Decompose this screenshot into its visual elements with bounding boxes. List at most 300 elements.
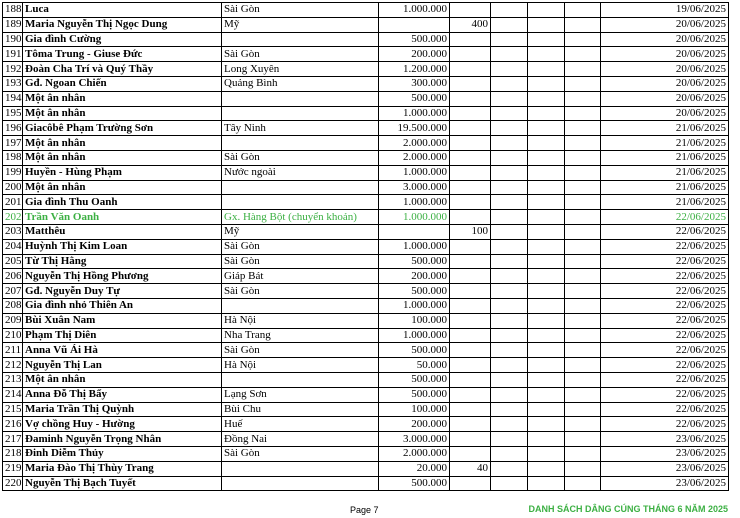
amount-vnd: 1.000.000: [379, 239, 450, 254]
empty-cell: [528, 461, 565, 476]
amount-usd: [450, 195, 491, 210]
donation-date: 21/06/2025: [601, 165, 729, 180]
empty-cell: [565, 461, 601, 476]
donation-date: 22/06/2025: [601, 372, 729, 387]
donor-place: Sài Gòn: [222, 284, 379, 299]
donation-date: 22/06/2025: [601, 313, 729, 328]
table-row: [3, 91, 729, 106]
empty-cell: [565, 358, 601, 373]
empty-cell: [565, 3, 601, 18]
donation-date: 21/06/2025: [601, 150, 729, 165]
empty-cell: [565, 224, 601, 239]
amount-usd: [450, 284, 491, 299]
row-number: 190: [3, 32, 23, 47]
row-number: 202: [3, 210, 23, 225]
donor-place: Đồng Nai: [222, 432, 379, 447]
empty-cell: [528, 417, 565, 432]
donor-name: Nguyễn Thị Lan: [23, 358, 222, 373]
amount-usd: [450, 387, 491, 402]
row-number: 196: [3, 121, 23, 136]
amount-vnd: 1.000.000: [379, 195, 450, 210]
empty-cell: [528, 62, 565, 77]
empty-cell: [491, 284, 528, 299]
donor-name: Một ân nhân: [23, 372, 222, 387]
amount-usd: [450, 210, 491, 225]
empty-cell: [528, 32, 565, 47]
donor-name: Vợ chồng Huy - Hường: [23, 417, 222, 432]
row-number: 197: [3, 136, 23, 151]
amount-usd: [450, 121, 491, 136]
donor-name: Gđ. Ngoan Chiến: [23, 76, 222, 91]
donor-place: Mỹ: [222, 17, 379, 32]
empty-cell: [491, 76, 528, 91]
empty-cell: [565, 269, 601, 284]
empty-cell: [491, 254, 528, 269]
table-row: [3, 298, 729, 313]
donor-place: [222, 476, 379, 491]
amount-vnd: 200.000: [379, 417, 450, 432]
donor-name: Anna Vũ Ái Hà: [23, 343, 222, 358]
empty-cell: [565, 62, 601, 77]
amount-vnd: 500.000: [379, 387, 450, 402]
donor-name: Maria Nguyễn Thị Ngọc Dung: [23, 17, 222, 32]
amount-vnd: 300.000: [379, 76, 450, 91]
empty-cell: [565, 136, 601, 151]
donation-date: 20/06/2025: [601, 76, 729, 91]
amount-usd: [450, 165, 491, 180]
row-number: 205: [3, 254, 23, 269]
empty-cell: [491, 269, 528, 284]
donor-name: Một ân nhân: [23, 91, 222, 106]
empty-cell: [528, 180, 565, 195]
donor-place: [222, 298, 379, 313]
empty-cell: [491, 150, 528, 165]
donation-date: 21/06/2025: [601, 136, 729, 151]
donor-name: Giacôbê Phạm Trường Sơn: [23, 121, 222, 136]
table-row: [3, 417, 729, 432]
donation-date: 20/06/2025: [601, 91, 729, 106]
donor-place: Nha Trang: [222, 328, 379, 343]
donor-name: Một ân nhân: [23, 106, 222, 121]
empty-cell: [528, 372, 565, 387]
amount-usd: [450, 358, 491, 373]
donor-name: Đinh Diễm Thủy: [23, 446, 222, 461]
empty-cell: [528, 358, 565, 373]
empty-cell: [491, 358, 528, 373]
donor-name: Đaminh Nguyễn Trọng Nhân: [23, 432, 222, 447]
row-number: 219: [3, 461, 23, 476]
amount-usd: [450, 150, 491, 165]
amount-usd: [450, 62, 491, 77]
donation-date: 22/06/2025: [601, 269, 729, 284]
donor-place: Sài Gòn: [222, 3, 379, 18]
donor-place: Giáp Bát: [222, 269, 379, 284]
donation-date: 22/06/2025: [601, 254, 729, 269]
empty-cell: [491, 165, 528, 180]
donor-place: Sài Gòn: [222, 150, 379, 165]
empty-cell: [491, 328, 528, 343]
table-row: [3, 328, 729, 343]
donation-date: 21/06/2025: [601, 180, 729, 195]
empty-cell: [565, 17, 601, 32]
empty-cell: [565, 150, 601, 165]
donation-date: 19/06/2025: [601, 3, 729, 18]
amount-usd: 400: [450, 17, 491, 32]
amount-vnd: [379, 224, 450, 239]
empty-cell: [491, 121, 528, 136]
empty-cell: [565, 32, 601, 47]
empty-cell: [491, 136, 528, 151]
empty-cell: [565, 298, 601, 313]
empty-cell: [528, 476, 565, 491]
amount-vnd: 500.000: [379, 32, 450, 47]
donor-place: Tây Ninh: [222, 121, 379, 136]
row-number: 209: [3, 313, 23, 328]
donor-name: Từ Thị Hằng: [23, 254, 222, 269]
empty-cell: [491, 3, 528, 18]
empty-cell: [491, 239, 528, 254]
empty-cell: [528, 195, 565, 210]
amount-usd: [450, 106, 491, 121]
empty-cell: [528, 47, 565, 62]
document-title: DANH SÁCH DÂNG CÚNG THÁNG 6 NĂM 2025: [528, 504, 728, 514]
amount-usd: 40: [450, 461, 491, 476]
table-row: [3, 269, 729, 284]
amount-usd: [450, 269, 491, 284]
donor-place: [222, 372, 379, 387]
donation-date: 22/06/2025: [601, 298, 729, 313]
row-number: 188: [3, 3, 23, 18]
empty-cell: [491, 446, 528, 461]
donation-date: 23/06/2025: [601, 432, 729, 447]
donor-name: Một ân nhân: [23, 180, 222, 195]
donor-place: [222, 195, 379, 210]
empty-cell: [528, 269, 565, 284]
empty-cell: [565, 165, 601, 180]
amount-vnd: 500.000: [379, 91, 450, 106]
donor-place: [222, 106, 379, 121]
table-row: [3, 358, 729, 373]
empty-cell: [528, 254, 565, 269]
table-row: [3, 224, 729, 239]
empty-cell: [528, 432, 565, 447]
empty-cell: [528, 17, 565, 32]
donor-place: Quảng Bình: [222, 76, 379, 91]
donor-place: Gx. Hàng Bột (chuyển khoản): [222, 210, 379, 225]
empty-cell: [528, 165, 565, 180]
amount-vnd: 50.000: [379, 358, 450, 373]
row-number: 213: [3, 372, 23, 387]
amount-vnd: 1.000.000: [379, 210, 450, 225]
donor-place: Sài Gòn: [222, 446, 379, 461]
row-number: 192: [3, 62, 23, 77]
empty-cell: [565, 417, 601, 432]
empty-cell: [491, 47, 528, 62]
row-number: 217: [3, 432, 23, 447]
table-row: [3, 17, 729, 32]
empty-cell: [565, 343, 601, 358]
empty-cell: [491, 461, 528, 476]
donor-name: Phạm Thị Diên: [23, 328, 222, 343]
row-number: 189: [3, 17, 23, 32]
amount-usd: [450, 402, 491, 417]
empty-cell: [491, 62, 528, 77]
amount-vnd: [379, 17, 450, 32]
empty-cell: [528, 150, 565, 165]
donation-date: 21/06/2025: [601, 121, 729, 136]
row-number: 194: [3, 91, 23, 106]
row-number: 216: [3, 417, 23, 432]
donor-name: Anna Đỗ Thị Bẩy: [23, 387, 222, 402]
empty-cell: [491, 417, 528, 432]
donation-date: 20/06/2025: [601, 17, 729, 32]
row-number: 201: [3, 195, 23, 210]
empty-cell: [565, 210, 601, 225]
table-row: [3, 446, 729, 461]
empty-cell: [528, 106, 565, 121]
table-row: [3, 210, 729, 225]
empty-cell: [528, 387, 565, 402]
donor-name: Maria Trần Thị Quỳnh: [23, 402, 222, 417]
donor-name: Gia đình nhỏ Thiên An: [23, 298, 222, 313]
empty-cell: [528, 76, 565, 91]
donor-place: Sài Gòn: [222, 343, 379, 358]
donor-place: Huế: [222, 417, 379, 432]
amount-vnd: 3.000.000: [379, 432, 450, 447]
row-number: 206: [3, 269, 23, 284]
amount-usd: [450, 328, 491, 343]
donor-place: Sài Gòn: [222, 254, 379, 269]
donor-name: Đoàn Cha Trí và Quý Thầy: [23, 62, 222, 77]
amount-vnd: 500.000: [379, 343, 450, 358]
empty-cell: [565, 76, 601, 91]
amount-usd: [450, 417, 491, 432]
empty-cell: [565, 91, 601, 106]
row-number: 195: [3, 106, 23, 121]
empty-cell: [565, 284, 601, 299]
empty-cell: [565, 328, 601, 343]
amount-vnd: 500.000: [379, 372, 450, 387]
row-number: 208: [3, 298, 23, 313]
donor-place: Lạng Sơn: [222, 387, 379, 402]
donation-date: 22/06/2025: [601, 417, 729, 432]
amount-vnd: 2.000.000: [379, 446, 450, 461]
donor-place: Long Xuyên: [222, 62, 379, 77]
table-row: [3, 372, 729, 387]
amount-usd: [450, 47, 491, 62]
amount-vnd: 1.000.000: [379, 298, 450, 313]
donation-date: 22/06/2025: [601, 387, 729, 402]
donation-date: 22/06/2025: [601, 402, 729, 417]
amount-vnd: 500.000: [379, 284, 450, 299]
table-row: [3, 165, 729, 180]
row-number: 193: [3, 76, 23, 91]
donor-place: Hà Nội: [222, 358, 379, 373]
donor-name: Một ân nhân: [23, 136, 222, 151]
amount-usd: [450, 343, 491, 358]
empty-cell: [491, 387, 528, 402]
table-row: [3, 136, 729, 151]
empty-cell: [491, 402, 528, 417]
amount-vnd: 1.000.000: [379, 165, 450, 180]
donation-date: 20/06/2025: [601, 32, 729, 47]
donor-name: Luca: [23, 3, 222, 18]
table-row: [3, 284, 729, 299]
table-row: [3, 76, 729, 91]
empty-cell: [491, 195, 528, 210]
donor-name: Matthêu: [23, 224, 222, 239]
donation-date: 22/06/2025: [601, 284, 729, 299]
row-number: 198: [3, 150, 23, 165]
empty-cell: [491, 476, 528, 491]
empty-cell: [565, 180, 601, 195]
amount-usd: [450, 76, 491, 91]
empty-cell: [491, 91, 528, 106]
amount-usd: [450, 136, 491, 151]
empty-cell: [491, 432, 528, 447]
row-number: 211: [3, 343, 23, 358]
donation-date: 20/06/2025: [601, 62, 729, 77]
donor-name: Trần Văn Oanh: [23, 210, 222, 225]
amount-vnd: 500.000: [379, 476, 450, 491]
amount-usd: [450, 32, 491, 47]
empty-cell: [565, 195, 601, 210]
empty-cell: [528, 91, 565, 106]
donor-place: Bùi Chu: [222, 402, 379, 417]
empty-cell: [565, 402, 601, 417]
amount-vnd: 1.000.000: [379, 106, 450, 121]
donation-table: [2, 2, 729, 491]
table-row: [3, 254, 729, 269]
empty-cell: [528, 3, 565, 18]
donor-name: Bùi Xuân Nam: [23, 313, 222, 328]
donor-name: Huyền - Hùng Phạm: [23, 165, 222, 180]
empty-cell: [565, 446, 601, 461]
donation-date: 23/06/2025: [601, 476, 729, 491]
donor-name: Gia đình Thu Oanh: [23, 195, 222, 210]
empty-cell: [491, 17, 528, 32]
table-row: [3, 150, 729, 165]
table-row: [3, 62, 729, 77]
empty-cell: [565, 239, 601, 254]
donor-place: Mỹ: [222, 224, 379, 239]
table-row: [3, 106, 729, 121]
donor-place: Hà Nội: [222, 313, 379, 328]
empty-cell: [565, 387, 601, 402]
table-row: [3, 47, 729, 62]
amount-usd: [450, 180, 491, 195]
table-row: [3, 32, 729, 47]
empty-cell: [528, 239, 565, 254]
row-number: 203: [3, 224, 23, 239]
empty-cell: [491, 298, 528, 313]
donor-place: Sài Gòn: [222, 47, 379, 62]
table-row: [3, 432, 729, 447]
amount-vnd: 19.500.000: [379, 121, 450, 136]
table-row: [3, 402, 729, 417]
empty-cell: [528, 284, 565, 299]
amount-usd: 100: [450, 224, 491, 239]
table-row: [3, 239, 729, 254]
empty-cell: [565, 106, 601, 121]
donation-date: 23/06/2025: [601, 461, 729, 476]
row-number: 218: [3, 446, 23, 461]
amount-vnd: 200.000: [379, 269, 450, 284]
empty-cell: [528, 446, 565, 461]
empty-cell: [491, 180, 528, 195]
table-row: [3, 3, 729, 18]
empty-cell: [565, 254, 601, 269]
row-number: 200: [3, 180, 23, 195]
table-row: [3, 476, 729, 491]
donor-place: Sài Gòn: [222, 239, 379, 254]
row-number: 214: [3, 387, 23, 402]
empty-cell: [565, 372, 601, 387]
empty-cell: [528, 402, 565, 417]
donation-date: 20/06/2025: [601, 106, 729, 121]
amount-vnd: 1.200.000: [379, 62, 450, 77]
donation-date: 22/06/2025: [601, 210, 729, 225]
amount-usd: [450, 313, 491, 328]
donation-date: 23/06/2025: [601, 446, 729, 461]
empty-cell: [565, 432, 601, 447]
empty-cell: [491, 224, 528, 239]
donor-place: [222, 180, 379, 195]
row-number: 212: [3, 358, 23, 373]
amount-vnd: 3.000.000: [379, 180, 450, 195]
donation-date: 20/06/2025: [601, 47, 729, 62]
amount-vnd: 1.000.000: [379, 3, 450, 18]
empty-cell: [528, 210, 565, 225]
empty-cell: [491, 32, 528, 47]
row-number: 191: [3, 47, 23, 62]
table-row: [3, 121, 729, 136]
amount-usd: [450, 476, 491, 491]
row-number: 204: [3, 239, 23, 254]
empty-cell: [528, 298, 565, 313]
empty-cell: [528, 313, 565, 328]
donation-date: 22/06/2025: [601, 328, 729, 343]
table-row: [3, 180, 729, 195]
table-row: [3, 195, 729, 210]
empty-cell: [528, 121, 565, 136]
empty-cell: [565, 121, 601, 136]
donor-name: Gia đình Cường: [23, 32, 222, 47]
donor-place: [222, 136, 379, 151]
empty-cell: [528, 343, 565, 358]
page-number: Page 7: [350, 505, 379, 515]
empty-cell: [491, 313, 528, 328]
donor-name: Một ân nhân: [23, 150, 222, 165]
donor-place: Nước ngoài: [222, 165, 379, 180]
empty-cell: [491, 210, 528, 225]
amount-vnd: 100.000: [379, 402, 450, 417]
empty-cell: [565, 47, 601, 62]
table-row: [3, 343, 729, 358]
donation-date: 22/06/2025: [601, 224, 729, 239]
table-row: [3, 461, 729, 476]
row-number: 220: [3, 476, 23, 491]
donor-name: Maria Đào Thị Thùy Trang: [23, 461, 222, 476]
row-number: 210: [3, 328, 23, 343]
table-body: [3, 3, 729, 491]
empty-cell: [491, 343, 528, 358]
row-number: 199: [3, 165, 23, 180]
amount-vnd: 200.000: [379, 47, 450, 62]
amount-usd: [450, 446, 491, 461]
amount-vnd: 100.000: [379, 313, 450, 328]
donor-name: Tôma Trung - Giuse Đức: [23, 47, 222, 62]
